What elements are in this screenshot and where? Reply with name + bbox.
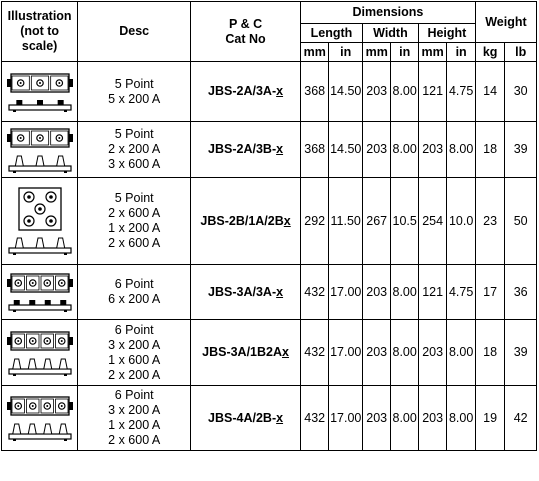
weight-header: Weight [475,2,536,43]
catalog-prefix: JBS-2B/1A/2B [200,213,284,228]
length-mm-cell: 292 [300,178,328,265]
height-in-cell: 4.75 [447,62,476,122]
busbar-top-view-icon [7,271,73,295]
description-cell [78,386,191,451]
six-point-busbar-illustration [2,320,78,386]
height-in-cell: 4.75 [447,265,476,320]
length-header: Length [300,24,362,43]
length-in-cell: 17.00 [329,265,363,320]
width-mm-cell: 203 [362,122,390,178]
description-line: 2 x 600 A [108,433,161,447]
length-mm-cell: 432 [300,386,328,451]
length-in-cell: 17.00 [329,320,363,386]
width-in-cell: 8.00 [391,62,418,122]
height-header: Height [418,24,475,43]
catalog-number [191,122,301,178]
catalog-variant: x [276,410,284,425]
height-mm-cell: 254 [418,178,446,265]
width-header: Width [362,24,418,43]
catalog-prefix: JBS-3A/1B2A [202,345,283,359]
length-mm-cell: 368 [300,62,328,122]
description-line: 5 Point [114,76,154,91]
height-mm-cell: 121 [418,62,446,122]
kg-cell: 18 [475,122,504,178]
desc-header: Desc [78,2,191,62]
unit-header: mm [300,43,328,62]
table-row [2,122,537,178]
catalog-number [191,386,301,451]
catalog-variant: x [283,213,291,228]
length-mm-cell: 432 [300,265,328,320]
busbar-side-view-icon [7,99,73,113]
description-line: 3 x 200 A [108,403,161,417]
description-line: 2 x 200 A [108,142,161,156]
catalog-prefix: JBS-3A/3A- [208,284,277,299]
width-in-cell: 8.00 [391,320,418,386]
six-point-busbar-illustration [2,386,78,451]
description-line: 6 Point [114,388,154,402]
description-line: 5 Point [114,191,154,205]
length-in-cell: 14.50 [329,122,363,178]
height-mm-cell: 203 [418,386,446,451]
length-in-cell: 11.50 [329,178,363,265]
busbar-top-view-icon [7,71,73,95]
five-point-square-busbar-illustration [2,178,78,265]
length-in-cell: 17.00 [329,386,363,451]
catalog-variant: x [282,345,289,359]
kg-cell: 18 [475,320,504,386]
catalog-variant: x [276,142,284,156]
busbar-side-view-icon [7,236,73,256]
height-in-cell: 10.0 [447,178,476,265]
height-in-cell: 8.00 [447,320,476,386]
kg-cell: 17 [475,265,504,320]
kg-cell: 19 [475,386,504,451]
catalog-number [191,320,301,386]
width-mm-cell: 203 [362,62,390,122]
lb-cell: 39 [505,320,537,386]
unit-header: mm [418,43,446,62]
unit-header: mm [362,43,390,62]
lb-cell: 42 [505,386,537,451]
unit-header: in [391,43,418,62]
busbar-square-top-view-icon [15,186,65,232]
description-cell [78,320,191,386]
catno-header: P & C Cat No [191,2,301,62]
description-cell [78,178,191,265]
width-in-cell: 8.00 [391,265,418,320]
catalog-number [191,62,301,122]
description-line: 3 x 600 A [108,157,161,171]
width-in-cell: 8.00 [391,122,418,178]
unit-header: kg [475,43,504,62]
six-point-busbar-illustration [2,265,78,320]
table-row [2,62,537,122]
lb-cell: 36 [505,265,537,320]
height-mm-cell: 121 [418,265,446,320]
description-line: 2 x 200 A [108,367,161,382]
busbar-top-view-icon [7,126,73,150]
width-mm-cell: 203 [362,386,390,451]
busbar-side-view-icon [7,422,73,442]
five-point-busbar-illustration [2,62,78,122]
lb-cell: 50 [505,178,537,265]
lb-cell: 30 [505,62,537,122]
width-in-cell: 8.00 [391,386,418,451]
description-line: 5 x 200 A [108,91,161,106]
height-mm-cell: 203 [418,122,446,178]
height-in-cell: 8.00 [447,122,476,178]
description-line: 6 x 200 A [108,292,161,306]
height-in-cell: 8.00 [447,386,476,451]
table-row [2,386,537,451]
description-line: 6 Point [114,277,154,291]
catalog-number [191,178,301,265]
width-mm-cell: 203 [362,265,390,320]
description-line: 3 x 200 A [108,337,161,352]
kg-cell: 23 [475,178,504,265]
width-mm-cell: 267 [362,178,390,265]
description-line: 5 Point [114,127,154,141]
description-line: 2 x 600 A [108,236,161,250]
table-row [2,178,537,265]
busbar-side-view-icon [7,299,73,313]
busbar-top-view-icon [7,394,73,418]
length-mm-cell: 368 [300,122,328,178]
product-spec-table [1,1,537,451]
description-line: 1 x 600 A [108,352,161,367]
table-row [2,265,537,320]
height-mm-cell: 203 [418,320,446,386]
description-cell [78,62,191,122]
five-point-busbar-illustration [2,122,78,178]
width-mm-cell: 203 [362,320,390,386]
busbar-top-view-icon [7,329,73,353]
catalog-variant: x [276,84,284,98]
catalog-prefix: JBS-2A/3A- [208,84,277,98]
unit-header: in [329,43,363,62]
unit-header: in [447,43,476,62]
width-in-cell: 10.5 [391,178,418,265]
length-mm-cell: 432 [300,320,328,386]
illustration-header: Illustration (not to scale) [2,2,78,62]
description-line: 1 x 200 A [108,221,161,235]
busbar-side-view-icon [7,357,73,377]
catalog-prefix: JBS-2A/3B- [208,142,277,156]
table-row [2,320,537,386]
catalog-prefix: JBS-4A/2B- [208,410,277,425]
catalog-number [191,265,301,320]
lb-cell: 39 [505,122,537,178]
description-cell [78,122,191,178]
unit-header: lb [505,43,537,62]
description-line: 2 x 600 A [108,206,161,220]
kg-cell: 14 [475,62,504,122]
dimensions-header: Dimensions [300,2,475,24]
description-line: 6 Point [114,322,154,337]
busbar-side-view-icon [7,154,73,174]
length-in-cell: 14.50 [329,62,363,122]
catalog-variant: x [276,284,284,299]
description-line: 1 x 200 A [108,418,161,432]
description-cell [78,265,191,320]
